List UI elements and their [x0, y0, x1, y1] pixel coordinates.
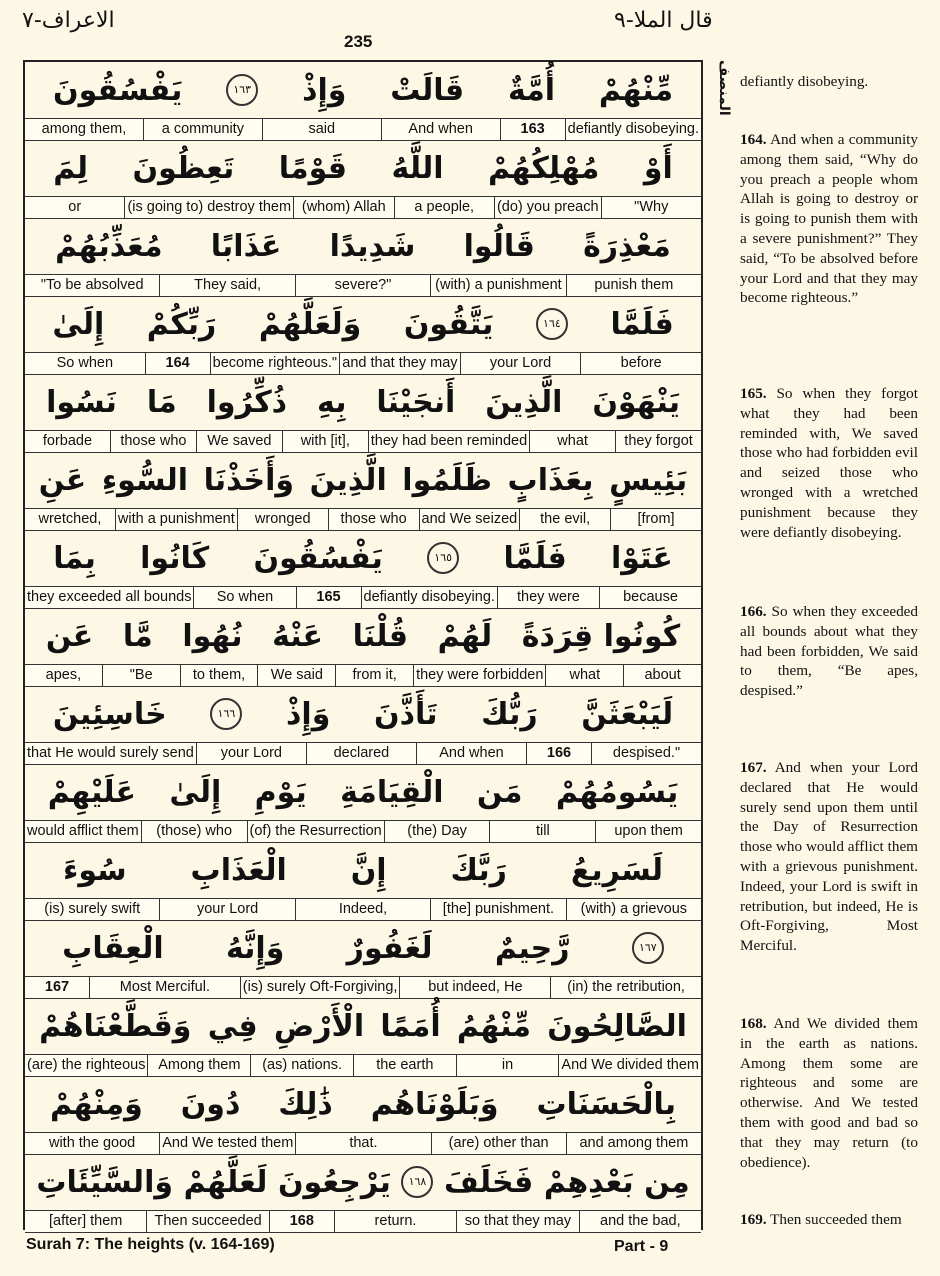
- arabic-word: إِلَىٰ: [169, 774, 222, 810]
- arabic-word: الْأَرْضِ: [273, 1008, 365, 1044]
- arabic-word: قُلْنَا: [352, 618, 408, 654]
- translation-text: And when your Lord declared that He would surely send upon them until the Day of Resurrection those who would afflict them with a grievous punishment. Indeed, your Lord is swift in retribution, but indeed, He is Oft-Forgiving, Most Merciful.: [740, 759, 918, 955]
- gloss-cell: declared: [306, 743, 416, 764]
- arabic-word: عَنِ: [38, 462, 87, 498]
- arabic-word: وَإِنَّهُ: [225, 930, 285, 966]
- translation-paragraph: [740, 130, 918, 308]
- gloss-cell: they had been reminded: [368, 431, 529, 452]
- verse-row: [25, 686, 701, 764]
- arabic-word: نَسُوا: [46, 384, 117, 420]
- arabic-word: بِهِ: [317, 384, 347, 420]
- gloss-cell: to them,: [180, 665, 258, 686]
- gloss-cell: (is) surely Oft-Forgiving,: [240, 977, 400, 998]
- gloss-cell: And We divided them: [558, 1055, 701, 1076]
- arabic-line: [25, 686, 701, 742]
- gloss-cell: upon them: [595, 821, 701, 842]
- gloss-cell: would afflict them: [27, 823, 139, 839]
- arabic-word: السُّوءِ: [101, 462, 189, 498]
- gloss-cell: with the good: [48, 1135, 136, 1151]
- arabic-word: قَالُوا: [463, 228, 535, 264]
- english-gloss-line: [25, 430, 701, 453]
- arabic-line: [25, 452, 701, 508]
- arabic-line: [25, 218, 701, 274]
- arabic-word: دُونَ: [180, 1086, 241, 1122]
- verse-row: [25, 374, 701, 452]
- gloss-cell: (whom) Allah: [293, 197, 393, 218]
- translation-text: And when a community among them said, “Why do you preach a people whom Allah is going to destroy or is going to punish them with a severe punishment?” They said, “To be absolved before your Lord and that they may become righteous.”: [740, 131, 918, 307]
- translation-verse-number: 168.: [740, 1015, 767, 1032]
- gloss-cell: about: [623, 665, 701, 686]
- translation-text: So when they forgot what they had been reminded with, We saved those who had forbidden evil and seized those who wronged with a wretched punishment because they were defiantly disobeying.: [740, 385, 918, 541]
- arabic-word: لَغَفُورٌ: [346, 930, 433, 966]
- ayah-number-marker: ١٦٣: [226, 74, 258, 106]
- arabic-word: ظَلَمُوا: [402, 462, 492, 498]
- english-gloss-line: [25, 118, 701, 141]
- gloss-cell: and that they may: [339, 353, 460, 374]
- arabic-word: كُونُوا قِرَدَةً: [521, 618, 681, 654]
- verse-number-cell: 167: [44, 979, 70, 995]
- word-by-word-grid: [23, 60, 703, 1230]
- translation-paragraph: [740, 758, 918, 956]
- gloss-cell: (of) the Resurrection: [247, 821, 384, 842]
- verse-number-cell: 164: [145, 353, 210, 374]
- arabic-line: [25, 1154, 701, 1210]
- gloss-cell: wronged: [237, 509, 328, 530]
- gloss-cell: punish them: [566, 275, 701, 296]
- arabic-word: مَن: [476, 774, 523, 810]
- arabic-word: قَوْمًا: [278, 150, 348, 186]
- arabic-word: تَعِظُونَ: [132, 150, 235, 186]
- gloss-cell: your Lord: [460, 353, 581, 374]
- gloss-cell: We said: [257, 665, 335, 686]
- verse-row: [25, 764, 701, 842]
- gloss-cell: become righteous.": [210, 353, 339, 374]
- arabic-word: كَانُوا: [140, 540, 210, 576]
- gloss-cell: They said,: [159, 275, 294, 296]
- gloss-cell: Indeed,: [295, 899, 430, 920]
- verse-row: [25, 998, 701, 1076]
- arabic-word: عَنْهُ: [272, 618, 323, 654]
- arabic-word: قَالَتْ: [390, 72, 465, 108]
- arabic-word: أُمَّةٌ: [508, 72, 556, 108]
- arabic-word: يَفْسُقُونَ: [253, 540, 383, 576]
- gloss-cell: defiantly disobeying.: [361, 587, 497, 608]
- verse-row: [25, 1154, 701, 1232]
- gloss-cell: [the] punishment.: [430, 899, 565, 920]
- arabic-word: مُعَذِّبُهُمْ: [55, 228, 163, 264]
- gloss-cell: (is going to) destroy them: [124, 197, 293, 218]
- arabic-word: وَبَلَوْنَاهُم: [370, 1086, 499, 1122]
- arabic-word: الصَّالِحُونَ: [547, 1008, 687, 1044]
- arabic-word: عَذَابًا: [210, 228, 282, 264]
- gloss-cell: return.: [334, 1211, 456, 1232]
- gloss-cell: and We seized: [419, 509, 520, 530]
- arabic-word: مِّنْهُمُ: [456, 1008, 531, 1044]
- gloss-cell: the evil,: [519, 509, 610, 530]
- gloss-cell: wretched,: [38, 511, 102, 527]
- gloss-cell: with a punishment: [115, 509, 237, 530]
- gloss-cell: those who: [110, 431, 196, 452]
- verse-row: [25, 62, 701, 140]
- gloss-cell: and the bad,: [579, 1211, 701, 1232]
- translation-paragraph: [740, 602, 918, 701]
- ayah-number-marker: ١٦٥: [427, 542, 459, 574]
- arabic-line: [25, 140, 701, 196]
- surah-name-arabic: الاعراف-٧: [22, 8, 115, 33]
- gloss-cell: till: [489, 821, 595, 842]
- gloss-cell: And when: [381, 119, 500, 140]
- arabic-word: ذُكِّرُوا: [206, 384, 288, 420]
- gloss-cell: [after] them: [49, 1213, 123, 1229]
- gloss-cell: apes,: [45, 667, 82, 683]
- verse-row: [25, 530, 701, 608]
- arabic-line: [25, 296, 701, 352]
- gloss-cell: And when: [416, 743, 526, 764]
- english-gloss-line: [25, 820, 701, 843]
- arabic-word: يَتَّقُونَ: [403, 306, 494, 342]
- arabic-word: مَعْذِرَةً: [583, 228, 671, 264]
- english-gloss-line: [25, 1132, 701, 1155]
- arabic-word: يَفْسُقُونَ: [52, 72, 183, 108]
- english-gloss-line: [25, 274, 701, 297]
- gloss-cell: Among them: [147, 1055, 250, 1076]
- arabic-word: يَوْمِ: [254, 774, 307, 810]
- verse-row: [25, 452, 701, 530]
- arabic-word: رَبِّكُمْ: [146, 306, 217, 342]
- juz-name-arabic: قال الملا-٩: [614, 8, 713, 33]
- translation-paragraph: [740, 72, 918, 92]
- gloss-cell: (with) a grievous: [566, 899, 701, 920]
- verse-number-cell: 168: [269, 1211, 334, 1232]
- verse-number-cell: 165: [296, 587, 361, 608]
- gloss-cell: "Be: [102, 665, 180, 686]
- english-gloss-line: [25, 1210, 701, 1233]
- arabic-word: مِّنْهُمْ: [598, 72, 674, 108]
- gloss-cell: they forgot: [615, 431, 701, 452]
- verse-row: [25, 608, 701, 686]
- gloss-cell: that.: [295, 1133, 430, 1154]
- verse-number-cell: 166: [526, 743, 591, 764]
- english-gloss-line: [25, 898, 701, 921]
- gloss-cell: a people,: [394, 197, 494, 218]
- translation-text: And We divided them in the earth as nations. Among them some are righteous and some are otherwise. And We tested them with good and bad so that they may return (to obedience).: [740, 1015, 918, 1171]
- arabic-line: [25, 62, 701, 118]
- arabic-word: الْعِقَابِ: [62, 930, 164, 966]
- arabic-word: يَسُومُهُمْ: [555, 774, 679, 810]
- arabic-word: مُهْلِكُهُمْ: [487, 150, 600, 186]
- gloss-cell: (are) the righteous: [27, 1057, 146, 1073]
- gloss-cell: so that they may: [456, 1211, 578, 1232]
- arabic-line: [25, 530, 701, 586]
- gloss-cell: or: [68, 199, 82, 215]
- ayah-number-marker: ١٦٧: [632, 932, 664, 964]
- gloss-cell: but indeed, He: [399, 977, 550, 998]
- gloss-cell: (do) you preach: [494, 197, 601, 218]
- arabic-word: يَنْهَوْنَ: [592, 384, 681, 420]
- arabic-word: عَلَيْهِمْ: [47, 774, 137, 810]
- gloss-cell: Then succeeded: [146, 1211, 268, 1232]
- translation-verse-number: 165.: [740, 385, 767, 402]
- gloss-cell: in: [456, 1055, 559, 1076]
- verse-row: [25, 140, 701, 218]
- gloss-cell: [from]: [610, 509, 701, 530]
- arabic-line: [25, 1076, 701, 1132]
- gloss-cell: So when: [193, 587, 295, 608]
- gloss-cell: your Lord: [196, 743, 306, 764]
- page-header: [0, 4, 940, 50]
- gloss-cell: (as) nations.: [250, 1055, 353, 1076]
- side-marker-label: المنصف: [716, 60, 732, 116]
- verse-row: [25, 920, 701, 998]
- arabic-word: ذَٰلِكَ: [278, 1086, 333, 1122]
- arabic-word: فَخَلَفَ: [444, 1164, 534, 1200]
- arabic-word: لَهُمْ: [437, 618, 493, 654]
- arabic-word: لَسَرِيعُ: [570, 852, 664, 888]
- arabic-line: [25, 374, 701, 430]
- english-gloss-line: [25, 196, 701, 219]
- english-gloss-line: [25, 742, 701, 765]
- arabic-word: شَدِيدًا: [329, 228, 416, 264]
- arabic-line: [25, 998, 701, 1054]
- translation-text: defiantly disobeying.: [740, 73, 869, 90]
- gloss-cell: those who: [328, 509, 419, 530]
- arabic-word: فَلَمَّا: [610, 306, 674, 342]
- translation-verse-number: 167.: [740, 759, 767, 776]
- arabic-word: بِعَذَابٍ: [507, 462, 594, 498]
- gloss-cell: (are) other than: [431, 1133, 566, 1154]
- gloss-cell: (in) the retribution,: [550, 977, 701, 998]
- translation-paragraph: [740, 384, 918, 542]
- arabic-word: نُهُوا: [182, 618, 243, 654]
- gloss-cell: (the) Day: [384, 821, 490, 842]
- gloss-cell: said: [262, 119, 381, 140]
- gloss-cell: "Why: [601, 197, 701, 218]
- gloss-cell: they were: [497, 587, 599, 608]
- gloss-cell: (those) who: [141, 821, 247, 842]
- translation-verse-number: 166.: [740, 603, 767, 620]
- gloss-cell: defiantly disobeying.: [565, 119, 701, 140]
- arabic-word: لَيَبْعَثَنَّ: [581, 696, 674, 732]
- arabic-word: مَا: [146, 384, 177, 420]
- arabic-line: [25, 920, 701, 976]
- arabic-word: وَمِنْهُمْ: [49, 1086, 143, 1122]
- gloss-cell: they were forbidden: [413, 665, 545, 686]
- verse-row: [25, 218, 701, 296]
- translation-paragraph: [740, 1210, 918, 1230]
- gloss-cell: what: [529, 431, 615, 452]
- arabic-word: رَّحِيمٌ: [494, 930, 570, 966]
- gloss-cell: with [it],: [282, 431, 368, 452]
- gloss-cell: So when: [56, 355, 114, 371]
- english-gloss-line: [25, 352, 701, 375]
- arabic-word: وَإِذْ: [286, 696, 331, 732]
- gloss-cell: (with) a punishment: [430, 275, 565, 296]
- gloss-cell: We saved: [196, 431, 282, 452]
- gloss-cell: despised.": [591, 743, 701, 764]
- arabic-word: مَّا: [122, 618, 153, 654]
- arabic-word: أَنجَيْنَا: [376, 384, 456, 420]
- arabic-word: عَن: [45, 618, 94, 654]
- footer-part: Part - 9: [614, 1238, 669, 1255]
- translation-paragraph: [740, 1014, 918, 1172]
- english-gloss-line: [25, 1054, 701, 1077]
- arabic-word: وَالسَّيِّئَاتِ: [36, 1164, 174, 1200]
- arabic-word: الْعَذَابِ: [190, 852, 287, 888]
- gloss-cell: that He would surely send: [27, 745, 194, 761]
- arabic-word: إِنَّ: [350, 852, 387, 888]
- arabic-word: الَّذِينَ: [485, 384, 563, 420]
- english-gloss-line: [25, 664, 701, 687]
- gloss-cell: Most Merciful.: [89, 977, 240, 998]
- gloss-cell: forbade: [42, 433, 93, 449]
- gloss-cell: from it,: [335, 665, 413, 686]
- arabic-word: أَوْ: [643, 150, 673, 186]
- gloss-cell: what: [545, 665, 623, 686]
- gloss-cell: (is) surely swift: [44, 901, 141, 917]
- english-gloss-line: [25, 508, 701, 531]
- translation-verse-number: 164.: [740, 131, 767, 148]
- arabic-word: بِمَا: [53, 540, 96, 576]
- gloss-cell: before: [580, 353, 701, 374]
- arabic-word: رَبَّكَ: [450, 852, 507, 888]
- gloss-cell: and among them: [566, 1133, 701, 1154]
- gloss-cell: your Lord: [159, 899, 294, 920]
- arabic-word: الَّذِينَ: [309, 462, 387, 498]
- english-gloss-line: [25, 586, 701, 609]
- gloss-cell: a community: [143, 119, 262, 140]
- arabic-word: اللَّهُ: [391, 150, 444, 186]
- verse-row: [25, 296, 701, 374]
- english-gloss-line: [25, 976, 701, 999]
- ayah-number-marker: ١٦٤: [536, 308, 568, 340]
- translation-text: Then succeeded them: [770, 1211, 902, 1228]
- verse-number-cell: 163: [500, 119, 565, 140]
- arabic-word: لِمَ: [53, 150, 89, 186]
- arabic-word: بَئِيسٍ: [609, 462, 688, 498]
- arabic-word: بِالْحَسَنَاتِ: [536, 1086, 677, 1122]
- arabic-word: إِلَىٰ: [52, 306, 105, 342]
- arabic-word: أُمَمًا: [380, 1008, 441, 1044]
- arabic-word: وَإِذْ: [302, 72, 347, 108]
- arabic-word: لَعَلَّهُمْ: [183, 1164, 268, 1200]
- verse-row: [25, 842, 701, 920]
- arabic-word: رَبُّكَ: [481, 696, 538, 732]
- page-number: 235: [344, 32, 373, 51]
- gloss-cell: because: [599, 587, 701, 608]
- gloss-cell: the earth: [353, 1055, 456, 1076]
- gloss-cell: "To be absolved: [40, 277, 144, 293]
- arabic-word: مِن بَعْدِهِمْ: [543, 1164, 690, 1200]
- arabic-word: يَرْجِعُونَ: [277, 1164, 391, 1200]
- gloss-cell: among them,: [41, 121, 127, 137]
- ayah-number-marker: ١٦٨: [401, 1166, 433, 1198]
- gloss-cell: And We tested them: [159, 1133, 295, 1154]
- arabic-word: وَلَعَلَّهُمْ: [258, 306, 362, 342]
- arabic-word: سُوءَ: [63, 852, 127, 888]
- ayah-number-marker: ١٦٦: [210, 698, 242, 730]
- translation-verse-number: 169.: [740, 1211, 767, 1228]
- verse-row: [25, 1076, 701, 1154]
- footer-surah-title: Surah 7: The heights (v. 164-169): [26, 1236, 275, 1253]
- arabic-word: وَأَخَذْنَا: [203, 462, 295, 498]
- arabic-line: [25, 842, 701, 898]
- arabic-word: فَلَمَّا: [503, 540, 567, 576]
- arabic-word: فِي: [207, 1008, 258, 1044]
- arabic-word: خَاسِئِينَ: [52, 696, 167, 732]
- arabic-word: تَأَذَّنَ: [373, 696, 438, 732]
- translation-text: So when they exceeded all bounds about what they had been forbidden, We said to them, “Be apes, despised.”: [740, 603, 919, 700]
- gloss-cell: they exceeded all bounds: [27, 589, 192, 605]
- gloss-cell: severe?": [295, 275, 430, 296]
- arabic-line: [25, 608, 701, 664]
- arabic-word: وَقَطَّعْنَاهُمْ: [39, 1008, 192, 1044]
- arabic-word: عَتَوْا: [611, 540, 673, 576]
- arabic-line: [25, 764, 701, 820]
- arabic-word: الْقِيَامَةِ: [340, 774, 444, 810]
